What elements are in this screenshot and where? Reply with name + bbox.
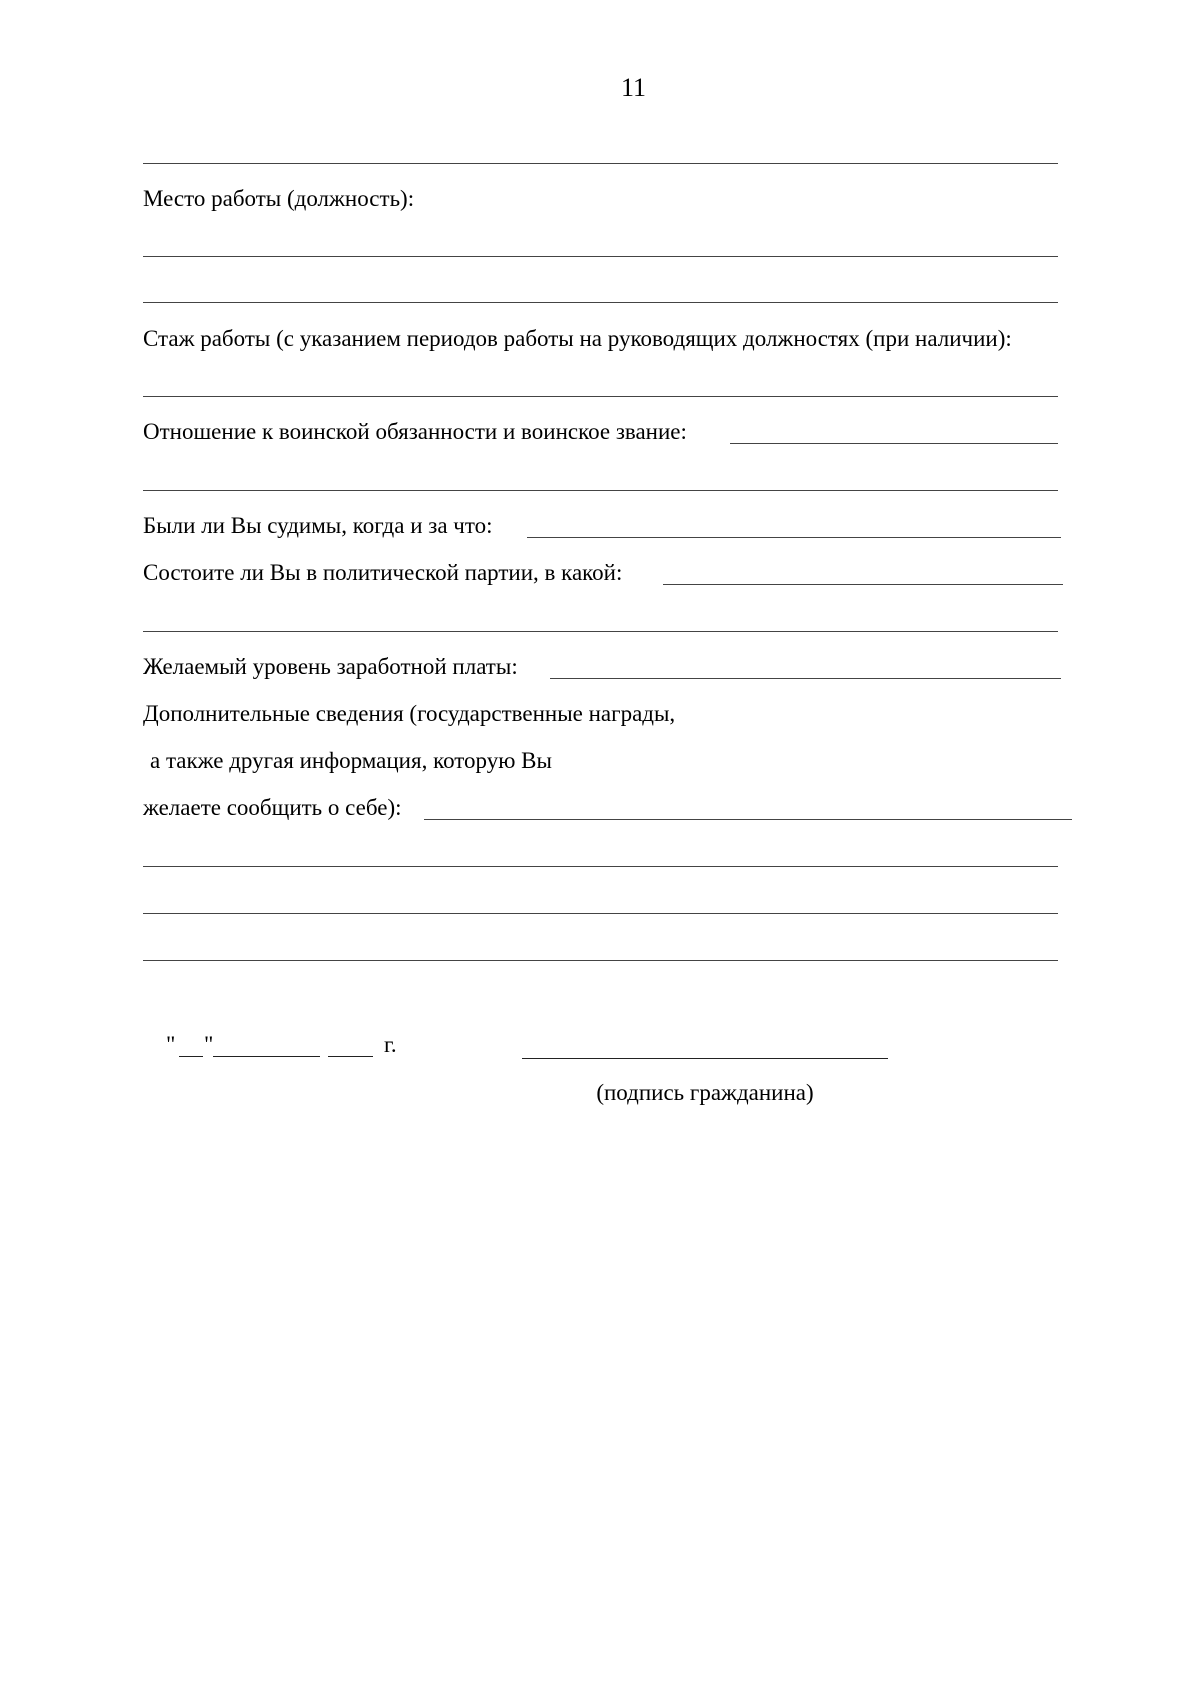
additional-field-line[interactable] (424, 819, 1072, 820)
additional-line-2[interactable] (143, 866, 1058, 867)
additional-label-line3: желаете сообщить о себе): (143, 795, 402, 820)
workplace-line-2[interactable] (143, 302, 1058, 303)
party-label: Состоите ли Вы в политической партии, в какой: (143, 560, 623, 585)
party-line-2[interactable] (143, 631, 1058, 632)
military-label: Отношение к воинской обязанности и воинское звание: (143, 419, 687, 444)
workplace-label: Место работы (должность): (143, 186, 415, 211)
salary-label: Желаемый уровень заработной платы: (143, 654, 518, 679)
date-quote-close: " (204, 1032, 214, 1057)
additional-line-4[interactable] (143, 960, 1058, 961)
date-quote-open: " (166, 1032, 176, 1057)
blank-line[interactable] (143, 163, 1058, 164)
party-field-line[interactable] (663, 584, 1063, 585)
military-field-line[interactable] (730, 443, 1058, 444)
convictions-field-line[interactable] (527, 537, 1061, 538)
salary-field-line[interactable] (550, 678, 1061, 679)
date-year-line[interactable] (328, 1056, 373, 1057)
experience-line[interactable] (143, 396, 1058, 397)
signature-caption: (подпись гражданина) (596, 1080, 814, 1105)
signature-line[interactable] (522, 1058, 888, 1059)
experience-label: Стаж работы (с указанием периодов работы на руководящих должностях (при наличии): (143, 326, 1012, 351)
date-day-line[interactable] (179, 1056, 203, 1057)
date-year-suffix: г. (384, 1032, 397, 1057)
military-line-2[interactable] (143, 490, 1058, 491)
convictions-label: Были ли Вы судимы, когда и за что: (143, 513, 493, 538)
additional-label-line2: а также другая информация, которую Вы (150, 748, 552, 773)
additional-line-3[interactable] (143, 913, 1058, 914)
date-month-line[interactable] (213, 1056, 320, 1057)
additional-label-line1: Дополнительные сведения (государственные награды, (143, 701, 676, 726)
page-number: 11 (620, 73, 647, 102)
workplace-line[interactable] (143, 256, 1058, 257)
